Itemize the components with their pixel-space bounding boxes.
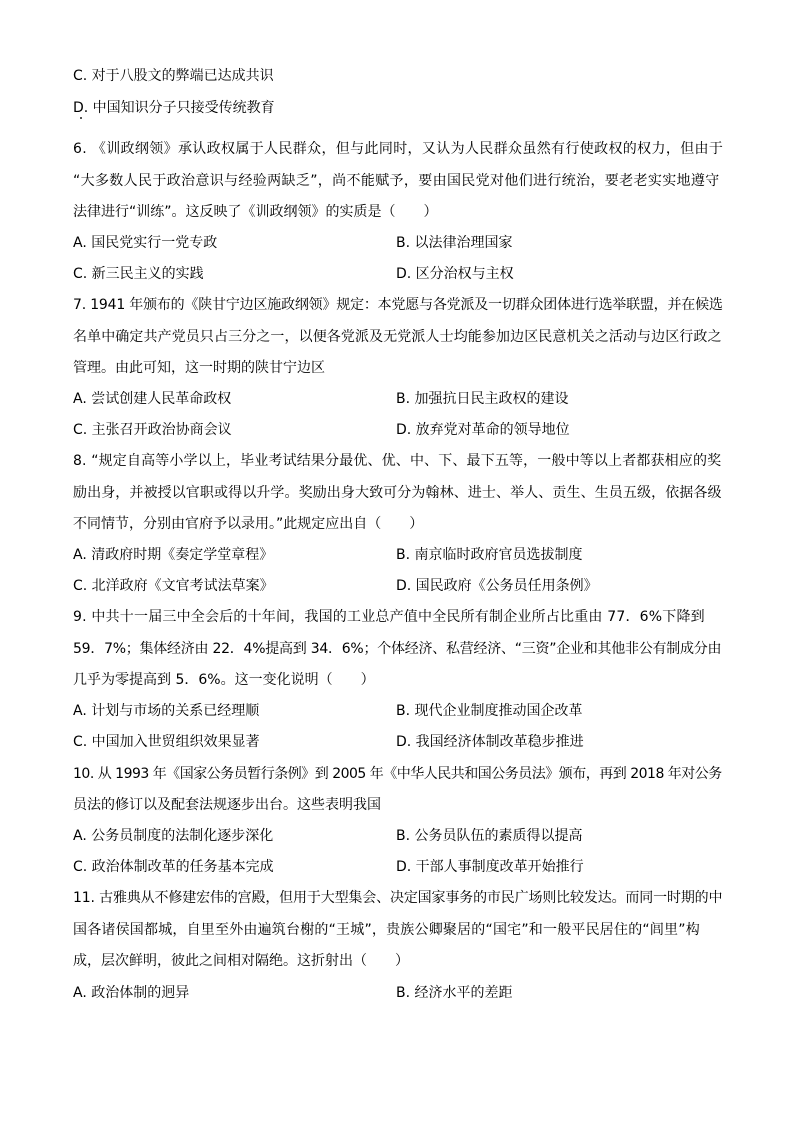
q10-line-1: 10. 从 1993 年《国家公务员暂行条例》到 2005 年《中华人民共和国公务员法》颁布，再到 2018 年对公务 (73, 766, 722, 782)
q6-option-a: A. 国民党实行一党专政 (73, 235, 218, 251)
q6-option-c: C. 新三民主义的实践 (73, 266, 204, 282)
q7-line-2: 名单中确定共产党员只占三分之一，以便各党派及无党派人士均能参加边区民意机关之活动与边区行政之 (73, 329, 722, 345)
q6-line-2: “大多数人民于政治意识与经验两缺乏”，尚不能赋予，要由国民党对他们进行统治，要老老实实地遵守 (73, 173, 720, 189)
q9-line-1: 9. 中共十一届三中全会后的十年间，我国的工业总产值中全民所有制企业所占比重由 77．6%下降到 (73, 609, 705, 625)
q9-option-a: A. 计划与市场的关系已经理顺 (73, 703, 260, 719)
q9-line-3: 几乎为零提高到 5．6%。这一变化说明（ ） (73, 672, 375, 688)
q10-option-b: B. 公务员队伍的素质得以提高 (396, 828, 583, 844)
prev-option-d: D. 中国知识分子只接受传统教育 (73, 100, 275, 116)
q9-line-2: 59．7%；集体经济由 22．4%提高到 34．6%；个体经济、私营经济、“三资”企业和其他非公有制成分由 (73, 641, 722, 657)
q7-option-b: B. 加强抗日民主政权的建设 (396, 391, 569, 407)
q8-option-a: A. 清政府时期《奏定学堂章程》 (73, 547, 274, 563)
q11-option-a: A. 政治体制的迥异 (73, 985, 190, 1001)
prev-option-c: C. 对于八股文的弊端已达成共识 (73, 68, 274, 84)
q11-option-b: B. 经济水平的差距 (396, 985, 513, 1001)
q8-option-d: D. 国民政府《公务员任用条例》 (396, 578, 598, 594)
q7-line-3: 管理。由此可知，这一时期的陕甘宁边区 (73, 360, 325, 376)
q7-line-1: 7. 1941 年颁布的《陕甘宁边区施政纲领》规定：本党愿与各党派及一切群众团体进行选举联盟，并在候选 (73, 297, 723, 313)
q11-line-2: 国各诸侯国都城，自里至外由遍筑台榭的“王城”，贵族公卿聚居的“国宅”和一般平民居住的“闾里”构 (73, 922, 700, 938)
q7-option-d: D. 放弃党对革命的领导地位 (396, 422, 570, 438)
q9-option-d: D. 我国经济体制改革稳步推进 (396, 734, 584, 750)
q11-line-1: 11. 古雅典从不修建宏伟的宫殿，但用于大型集会、决定国家事务的市民广场则比较发达。而同一时期的中 (73, 890, 723, 906)
q6-line-1: 6. 《训政纲领》承认政权属于人民群众，但与此同时，又认为人民群众虽然有行使政权的权力，但由于 (73, 141, 724, 157)
q9-option-b: B. 现代企业制度推动国企改革 (396, 703, 583, 719)
q11-line-3: 成，层次鲜明，彼此之间相对隔绝。这折射出（ ） (73, 953, 409, 969)
q10-option-a: A. 公务员制度的法制化逐步深化 (73, 828, 274, 844)
q8-line-3: 不同情节，分别由官府予以录用。”此规定应出自（ ） (73, 516, 424, 532)
q8-option-b: B. 南京临时政府官员选拔制度 (396, 547, 583, 563)
q6-line-3: 法律进行“训练”。这反映了《训政纲领》的实质是（ ） (73, 204, 438, 220)
q7-option-c: C. 主张召开政治协商会议 (73, 422, 232, 438)
q8-line-2: 励出身，并被授以官职或得以升学。奖励出身大致可分为翰林、进士、举人、贡生、生员五级，依据各级 (73, 485, 722, 501)
stray-mark (80, 117, 82, 119)
q10-option-c: C. 政治体制改革的任务基本完成 (73, 859, 274, 875)
q9-option-c: C. 中国加入世贸组织效果显著 (73, 734, 260, 750)
q10-line-2: 员法的修订以及配套法规逐步出台。这些表明我国 (73, 797, 381, 813)
q8-option-c: C. 北洋政府《文官考试法草案》 (73, 578, 274, 594)
q8-line-1: 8. “规定自高等小学以上，毕业考试结果分最优、优、中、下、最下五等，一般中等以上者都获相应的奖 (73, 453, 722, 469)
q7-option-a: A. 尝试创建人民革命政权 (73, 391, 232, 407)
q6-option-b: B. 以法律治理国家 (396, 235, 513, 251)
q6-option-d: D. 区分治权与主权 (396, 266, 514, 282)
q10-option-d: D. 干部人事制度改革开始推行 (396, 859, 584, 875)
